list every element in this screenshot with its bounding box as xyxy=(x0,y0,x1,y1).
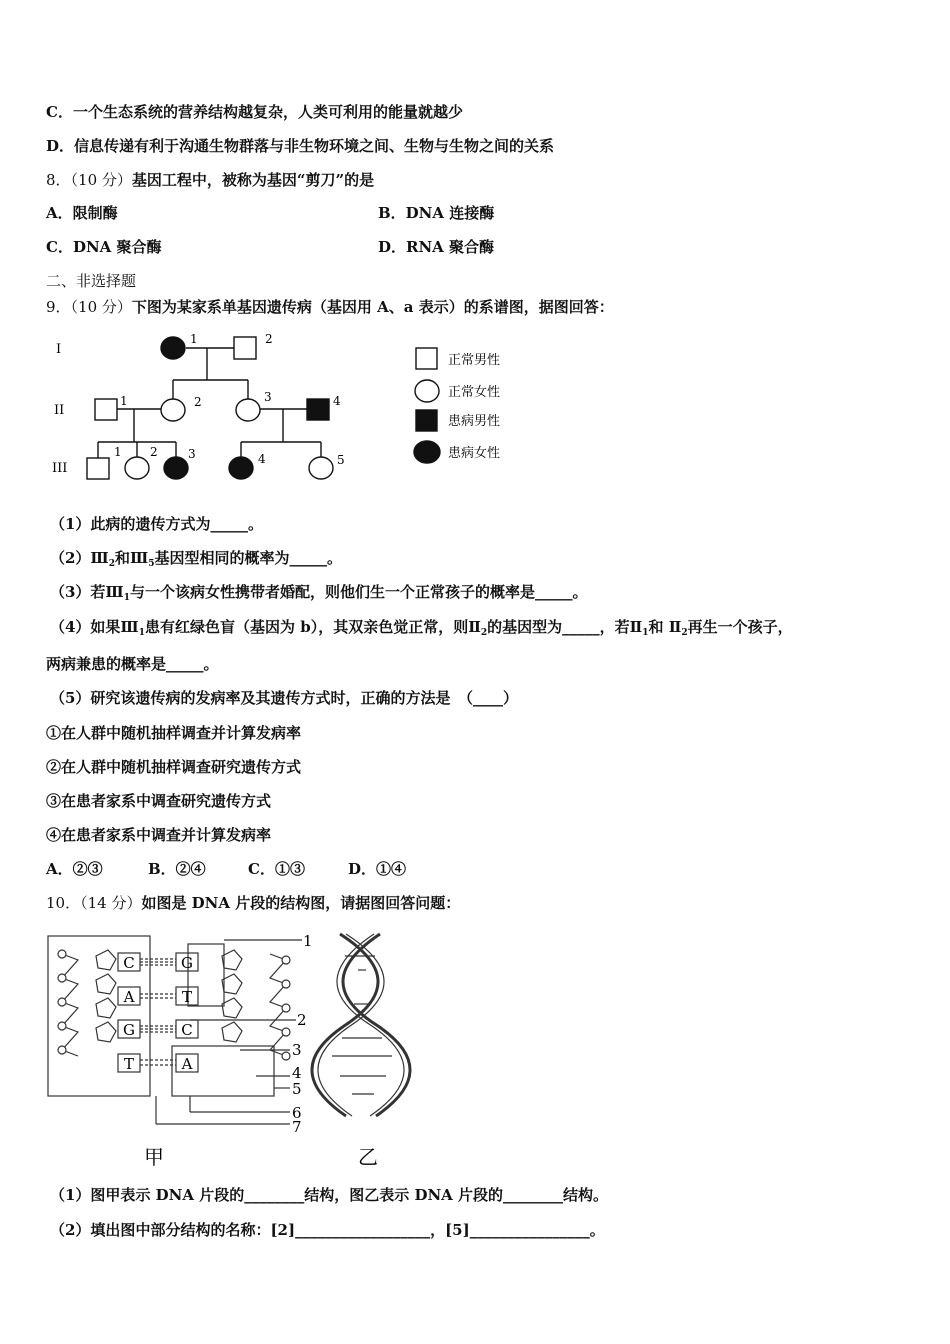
left-sugar-4 xyxy=(96,1022,116,1042)
II-3-normal-female xyxy=(236,399,260,421)
q10-stem xyxy=(46,893,460,913)
II-2-normal-female xyxy=(161,399,185,421)
legend-normal-female: 正常女性 xyxy=(448,385,501,400)
q9-method-3: ③在患者家系中调查研究遗传方式 xyxy=(46,792,272,810)
left-sugar-2 xyxy=(96,974,116,994)
III-4-affected-female xyxy=(229,457,253,479)
num-II-4: 4 xyxy=(333,394,341,408)
III-5-normal-female xyxy=(309,457,333,479)
legend-normal-male-symbol xyxy=(416,348,437,369)
right-sugar-4 xyxy=(222,1022,242,1042)
num-II-2: 2 xyxy=(194,395,202,409)
legend-normal-female-symbol xyxy=(415,380,439,402)
figure-label-yi: 乙 xyxy=(358,1145,378,1169)
num-II-1: 1 xyxy=(120,394,128,408)
section-heading: 二、非选择题 xyxy=(46,272,137,290)
base-left-3: G xyxy=(123,1021,135,1039)
dna-structure-figure xyxy=(40,926,420,1172)
callout-6: 6 xyxy=(292,1104,302,1122)
II-1-normal-male xyxy=(95,399,117,420)
q9-method-2: ②在人群中随机抽样调查研究遗传方式 xyxy=(46,758,302,776)
gen-label-II: II xyxy=(54,403,65,418)
left-sugar-3 xyxy=(96,998,116,1018)
III-1-normal-male xyxy=(87,458,109,479)
callout-2: 2 xyxy=(297,1011,307,1029)
num-III-5: 5 xyxy=(337,453,345,467)
III-3-affected-female xyxy=(164,457,188,479)
pedigree-chart xyxy=(40,326,530,496)
q8-text: 基因工程中，被称为基因“剪刀”的是 xyxy=(131,171,375,189)
q7-option-c: C．一个生态系统的营养结构越复杂，人类可利用的能量就越少 xyxy=(46,103,463,121)
q9-sub3: （3）若$Ⅲ_1$与一个该病女性携带者婚配，则他们生一个正常孩子的概率是_____。 xyxy=(50,583,588,603)
q10-text: 如图是 DNA 片段的结构图，请据图回答问题： xyxy=(141,894,461,912)
right-sugar-1 xyxy=(222,950,242,970)
right-sugar-3 xyxy=(222,998,242,1018)
I-1-affected-female xyxy=(161,337,185,359)
q10-sub1: （1）图甲表示 DNA 片段的________结构，图乙表示 DNA 片段的________结构。 xyxy=(50,1186,609,1204)
num-I-2: 2 xyxy=(265,332,273,346)
gen-label-III: III xyxy=(52,461,68,476)
q9-sub4-line2: 两病兼患的概率是_____。 xyxy=(46,655,219,673)
legend-affected-female-symbol xyxy=(414,441,440,463)
right-sugar-2 xyxy=(222,974,242,994)
base-right-1: G xyxy=(181,954,193,972)
q8-option-b: B．DNA 连接酶 xyxy=(378,204,495,222)
callout-1: 1 xyxy=(303,932,313,950)
q9-option-a: A．②③ xyxy=(46,860,103,878)
base-right-3: C xyxy=(181,1021,193,1039)
base-left-2: A xyxy=(123,988,135,1006)
figure-label-jia: 甲 xyxy=(144,1145,164,1169)
q9-option-d: D．①④ xyxy=(348,860,407,878)
gen-label-I: I xyxy=(56,342,62,357)
II-4-affected-male xyxy=(307,399,329,420)
q8-option-c: C．DNA 聚合酶 xyxy=(46,238,162,256)
q9-method-1: ①在人群中随机抽样调查并计算发病率 xyxy=(46,724,302,742)
callout-7: 7 xyxy=(292,1118,302,1136)
num-II-3: 3 xyxy=(264,390,272,404)
base-left-4: T xyxy=(123,1055,135,1073)
base-left-1: C xyxy=(123,954,135,972)
q8-option-a: A．限制酶 xyxy=(46,204,118,222)
base-right-2: T xyxy=(181,988,193,1006)
q9-text: 下图为某家系单基因遗传病（基因用 A、a 表示）的系谱图，据图回答： xyxy=(131,298,614,316)
q9-sub2: $(2)Ⅲ_2$和$Ⅲ_5$基因型相同的概率为_____。 xyxy=(50,549,343,569)
q8-number: 8．（10 分） xyxy=(46,171,132,189)
III-2-normal-female xyxy=(125,457,149,479)
num-I-1: 1 xyxy=(190,332,198,346)
legend-normal-male: 正常男性 xyxy=(448,353,501,368)
callout-4: 4 xyxy=(292,1064,302,1082)
legend-affected-male: 患病男性 xyxy=(448,414,501,429)
q9-sub5: （5）研究该遗传病的发病率及其遗传方式时，正确的方法是 （____） xyxy=(50,689,518,707)
q9-number: 9．（10 分） xyxy=(46,298,132,316)
callout-3: 3 xyxy=(292,1041,302,1059)
q9-option-c: C．①③ xyxy=(248,860,305,878)
legend-affected-male-symbol xyxy=(416,410,437,431)
base-right-4: A xyxy=(181,1055,193,1073)
q9-sub1: （1）此病的遗传方式为_____。 xyxy=(50,515,263,533)
q9-stem xyxy=(46,297,614,317)
num-III-4: 4 xyxy=(258,452,266,466)
q9-option-b: B．②④ xyxy=(148,860,206,878)
legend-affected-female: 患病女性 xyxy=(448,446,501,461)
num-III-2: 2 xyxy=(150,445,158,459)
I-2-normal-male xyxy=(234,337,256,359)
q9-method-4: ④在患者家系中调查并计算发病率 xyxy=(46,826,272,844)
callout-5: 5 xyxy=(292,1080,302,1098)
q8-option-d: D．RNA 聚合酶 xyxy=(378,238,495,256)
q9-sub4: （4）如果$Ⅲ_1$患有红绿色盲（基因为 b），其双亲色觉正常，则$Ⅱ_2$的基因型为_____，若$Ⅱ_1$和 $Ⅱ_2$再生一个孩子， xyxy=(50,618,793,638)
left-sugar-1 xyxy=(96,950,116,970)
q10-sub2: （2）填出图中部分结构的名称：[2]__________________，[5]________________。 xyxy=(50,1221,605,1239)
q8-stem xyxy=(46,170,374,190)
num-III-1: 1 xyxy=(114,445,122,459)
q7-option-d: D．信息传递有利于沟通生物群落与非生物环境之间、生物与生物之间的关系 xyxy=(46,137,555,155)
num-III-3: 3 xyxy=(188,447,196,461)
q10-number: 10．（14 分） xyxy=(46,894,142,912)
